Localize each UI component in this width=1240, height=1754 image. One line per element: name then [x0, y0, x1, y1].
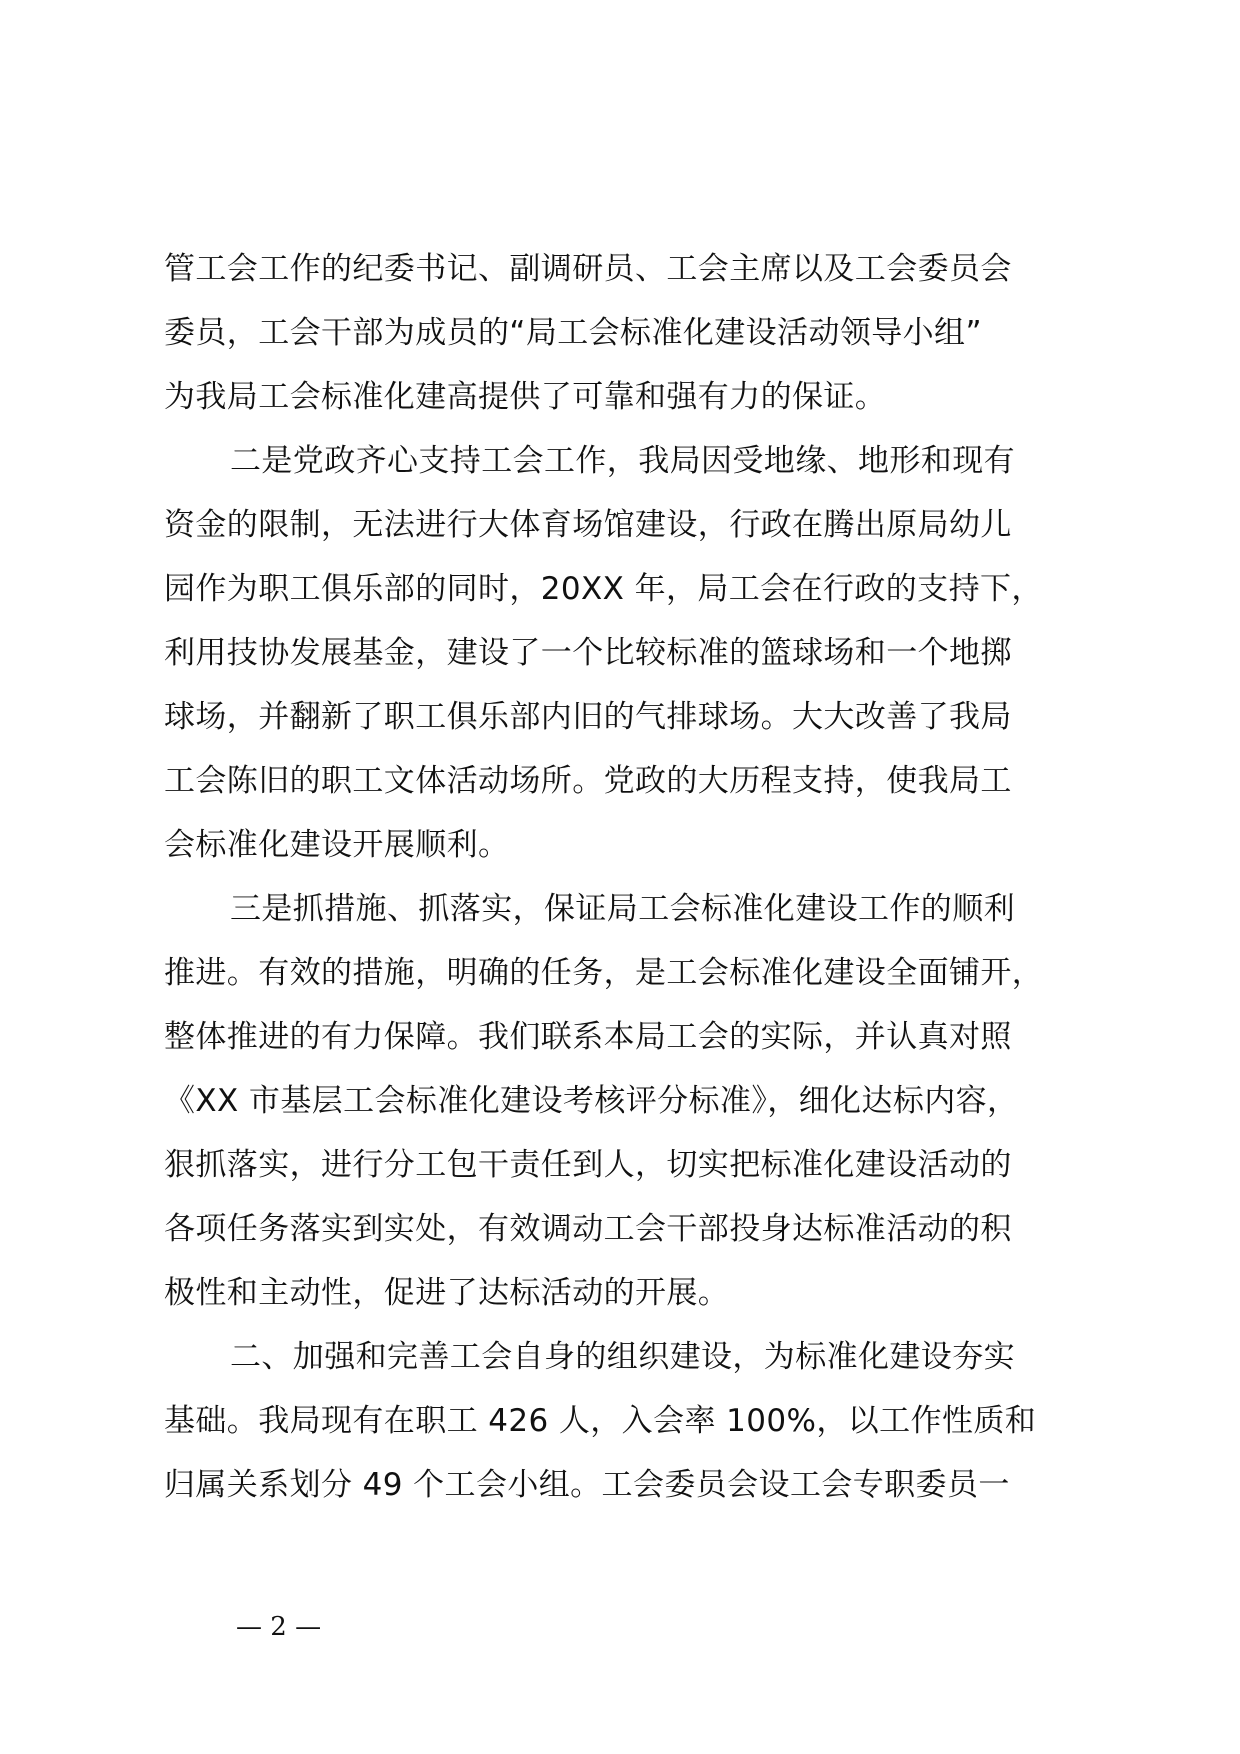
text-line: 管工会工作的纪委书记、副调研员、工会主席以及工会委员会 — [164, 251, 1012, 287]
text-line: 狠抓落实，进行分工包干责任到人，切实把标准化建设活动的 — [164, 1147, 1012, 1183]
text-line: 为我局工会标准化建高提供了可靠和强有力的保证。 — [164, 379, 887, 415]
paragraph-first-line: 三是抓措施、抓落实，保证局工会标准化建设工作的顺利 — [230, 891, 1015, 927]
text-line: 极性和主动性，促进了达标活动的开展。 — [164, 1275, 730, 1311]
paragraph-first-line: 二、加强和完善工会自身的组织建设，为标准化建设夯实 — [230, 1339, 1015, 1375]
text-line: 球场，并翻新了职工俱乐部内旧的气排球场。大大改善了我局 — [164, 699, 1012, 735]
text-line: 《XX 市基层工会标准化建设考核评分标准》，细化达标内容， — [164, 1083, 1019, 1119]
page-number: — 2 — — [236, 1612, 322, 1642]
paragraph-first-line: 二是党政齐心支持工会工作，我局因受地缘、地形和现有 — [230, 443, 1015, 479]
text-line: 推进。有效的措施，明确的任务，是工会标准化建设全面铺开， — [164, 955, 1044, 991]
text-line: 工会陈旧的职工文体活动场所。党政的大历程支持，使我局工 — [164, 763, 1012, 799]
text-line: 整体推进的有力保障。我们联系本局工会的实际，并认真对照 — [164, 1019, 1012, 1055]
document-body — [164, 237, 1124, 1517]
text-line: 利用技协发展基金，建设了一个比较标准的篮球场和一个地掷 — [164, 635, 1012, 671]
text-line: 归属关系划分 49 个工会小组。工会委员会设工会专职委员一 — [164, 1467, 1010, 1503]
text-line: 各项任务落实到实处，有效调动工会干部投身达标准活动的积 — [164, 1211, 1012, 1247]
text-line: 会标准化建设开展顺利。 — [164, 827, 510, 863]
text-line: 基础。我局现有在职工 426 人，入会率 100%，以工作性质和 — [164, 1403, 1037, 1439]
text-line: 园作为职工俱乐部的同时，20XX 年，局工会在行政的支持下， — [164, 571, 1043, 607]
text-line: 资金的限制，无法进行大体育场馆建设，行政在腾出原局幼儿 — [164, 507, 1012, 543]
text-line: 委员，工会干部为成员的“局工会标准化建设活动领导小组” — [164, 315, 982, 351]
